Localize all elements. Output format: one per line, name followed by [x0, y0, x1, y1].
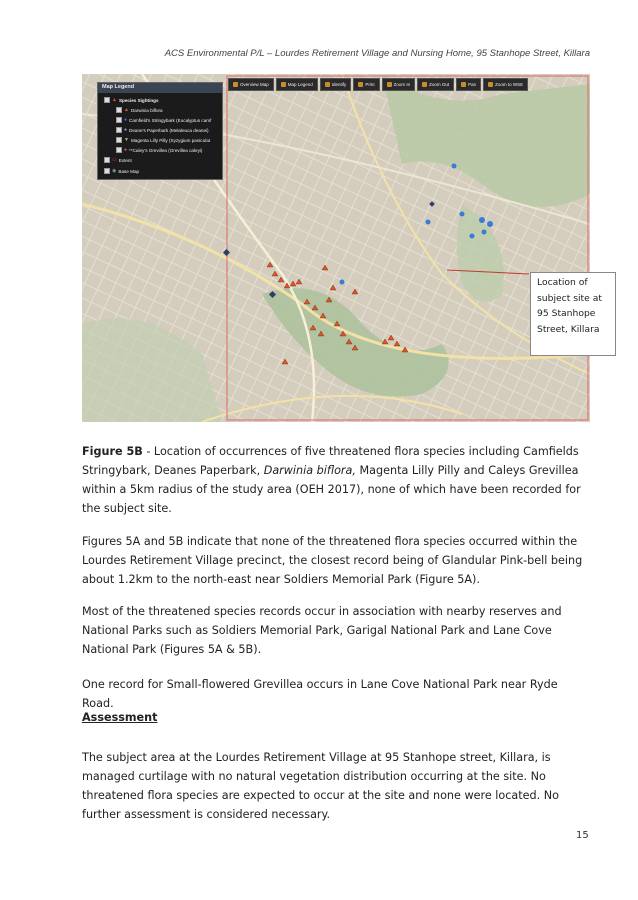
- paragraph-figures-summary: Figures 5A and 5B indicate that none of the threatened flora species occurred within the Lourdes Retirement Village precinct, the closest record being of Glandular Pink-bell being about 1.2km to the north-east near Soldiers Memorial Park (Figure 5A).: [82, 535, 583, 586]
- triangle-icon: ▲: [112, 97, 117, 103]
- triangle-icon: ▲: [124, 107, 129, 113]
- zoom-extent-icon: [488, 82, 493, 87]
- zoom-to-extent-button[interactable]: Zoom to WSE: [483, 78, 528, 91]
- checkbox-icon[interactable]: [116, 107, 122, 113]
- overview-map-icon: [233, 82, 238, 87]
- checkbox-icon[interactable]: [104, 157, 110, 163]
- checkbox-icon[interactable]: [116, 127, 122, 133]
- caption-text-2: Magenta Lilly Pilly and Caleys Grevillea within a 5km radius of the study area (OEH 2017), none of which have been recorded for the subject site.: [82, 464, 581, 515]
- down-triangle-icon: ▼: [124, 137, 129, 143]
- legend-icon: [281, 82, 286, 87]
- overview-map-button[interactable]: Overview Map: [228, 78, 274, 91]
- caption-species-italic: Darwinia biflora,: [263, 464, 356, 477]
- checkbox-icon[interactable]: [116, 117, 122, 123]
- page-number: 15: [576, 830, 589, 841]
- paragraph-small-flowered-grevillea: One record for Small-flowered Grevillea occurs in Lane Cove National Park near Ryde Road.: [82, 678, 558, 710]
- checkbox-icon[interactable]: [104, 97, 110, 103]
- legend-item-magenta-lilly-pilly[interactable]: ▼ Magenta Lilly Pilly (Syzygium paniculat: [116, 137, 210, 143]
- caption-text-1: - Location of occurrences of five threatened flora species including Camfields Stringybark, Deanes Paperbark,: [82, 445, 579, 477]
- identify-icon: [325, 82, 330, 87]
- caption-label: Figure 5B: [82, 445, 143, 458]
- map-legend-button[interactable]: Map Legend: [276, 78, 318, 91]
- site-location-callout: Location of subject site at 95 Stanhope Street, Killara: [530, 272, 616, 356]
- globe-icon: ◉: [112, 168, 117, 174]
- paragraph-assessment: The subject area at the Lourdes Retirement Village at 95 Stanhope street, Killara, is managed curtilage with no natural vegetation distribution occurring at the site. No threatened flora species are expected to occur at the site and none were located. No further assessment is considered necessary.: [82, 751, 559, 821]
- legend-item-caleys[interactable]: ● **Caley's Grevillea (Grevillea caleyi): [116, 147, 202, 153]
- zoom-out-button[interactable]: Zoom Out: [417, 78, 454, 91]
- zoom-out-icon: [422, 82, 427, 87]
- checkbox-icon[interactable]: [104, 168, 110, 174]
- print-icon: [358, 82, 363, 87]
- legend-item-camfields[interactable]: ● Camfield's Stringybark (Eucalyptus camf: [116, 117, 211, 123]
- legend-item-species-sightings[interactable]: ▲ Species Sightings: [104, 97, 159, 103]
- legend-item-deanes[interactable]: ● Deane's Paperbark (Melaleuca deanei): [116, 127, 209, 133]
- dot-icon: ●: [124, 117, 128, 123]
- map-toolbar: [228, 78, 528, 91]
- dot-icon: ●: [124, 127, 128, 133]
- zoom-in-button[interactable]: Zoom In: [382, 78, 416, 91]
- checkbox-icon[interactable]: [116, 137, 122, 143]
- checkbox-icon[interactable]: [116, 147, 122, 153]
- legend-item-extent[interactable]: ▭ Extent: [104, 157, 132, 163]
- dot-icon: ●: [124, 147, 128, 153]
- legend-item-darwinia[interactable]: ▲ Darwinia biflora: [116, 107, 163, 113]
- print-button[interactable]: Print: [353, 78, 379, 91]
- running-header: ACS Environmental P/L – Lourdes Retirement Village and Nursing Home, 95 Stanhope Street, Killara: [164, 48, 590, 59]
- rectangle-icon: ▭: [112, 157, 117, 163]
- pan-button[interactable]: Pan: [456, 78, 481, 91]
- map-figure[interactable]: [82, 74, 590, 422]
- legend-title: Map Legend: [98, 83, 222, 93]
- section-heading-assessment: Assessment: [82, 711, 158, 724]
- figure-caption: [82, 442, 592, 518]
- map-legend-panel: [97, 82, 223, 180]
- pan-icon: [461, 82, 466, 87]
- identify-button[interactable]: Identify: [320, 78, 352, 91]
- zoom-in-icon: [387, 82, 392, 87]
- paragraph-reserves: Most of the threatened species records occur in association with nearby reserves and National Parks such as Soldiers Memorial Park, Garigal National Park and Lane Cove National Park (Figures 5A & 5B).: [82, 605, 562, 656]
- legend-item-base-map[interactable]: ◉ Base Map: [104, 168, 139, 174]
